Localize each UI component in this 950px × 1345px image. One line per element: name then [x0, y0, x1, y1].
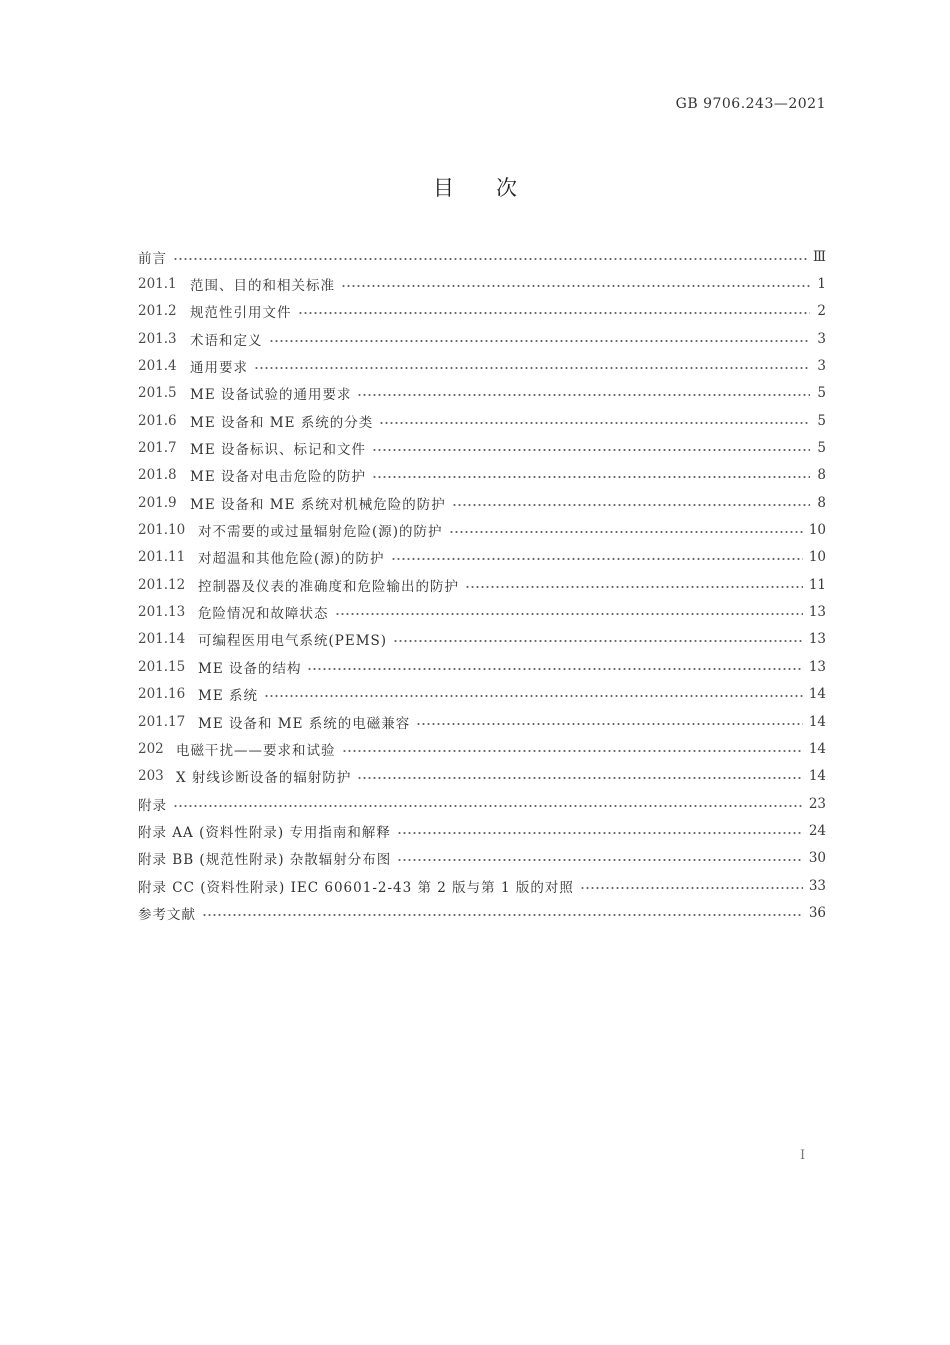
toc-entry-appendix-bb[interactable] — [138, 845, 826, 872]
dot-leader — [269, 340, 811, 342]
toc-entry-201-10[interactable] — [138, 516, 826, 543]
toc-entry-201-6[interactable] — [138, 407, 826, 434]
toc-entry-page: 33 — [808, 877, 826, 894]
toc-entry-201-16[interactable] — [138, 681, 826, 708]
toc-entry-number: 201.15 — [138, 658, 186, 675]
toc-entry-text: 对不需要的或过量辐射危险(源)的防护 — [198, 524, 443, 541]
toc-entry-page: 36 — [808, 904, 826, 921]
toc-entry-appendix-aa[interactable] — [138, 817, 826, 844]
dot-leader — [341, 285, 810, 287]
dot-leader — [357, 394, 810, 396]
toc-entry-preface[interactable] — [138, 243, 826, 270]
toc-entry-page: 30 — [808, 850, 826, 867]
toc-entry-text: ME 设备和 ME 系统对机械危险的防护 — [190, 496, 446, 513]
toc-entry-page: 5 — [817, 440, 826, 457]
dot-leader — [465, 586, 803, 588]
toc-entry-201-1[interactable] — [138, 270, 826, 297]
document-code: GB 9706.243—2021 — [675, 96, 826, 112]
toc-entry-appendix-cc[interactable] — [138, 872, 826, 899]
table-of-contents — [138, 243, 826, 927]
toc-entry-page: 8 — [817, 467, 826, 484]
toc-entry-page: 13 — [808, 604, 826, 621]
dot-leader — [298, 312, 811, 314]
toc-entry-201-17[interactable] — [138, 708, 826, 735]
toc-entry-text: 附录 CC (资料性附录) IEC 60601-2-43 第 2 版与第 1 版的对照 — [138, 879, 574, 896]
toc-entry-text: 控制器及仪表的准确度和危险输出的防护 — [198, 578, 459, 595]
dot-leader — [173, 805, 803, 807]
toc-entry-number: 201.4 — [138, 358, 177, 375]
toc-entry-page: 8 — [817, 494, 826, 511]
dot-leader — [173, 258, 807, 260]
toc-entry-page: 14 — [808, 740, 826, 757]
dot-leader — [342, 750, 803, 752]
toc-entry-page: 1 — [817, 276, 826, 293]
toc-entry-201-12[interactable] — [138, 571, 826, 598]
toc-entry-text: 范围、目的和相关标准 — [190, 278, 335, 295]
toc-entry-text: 对超温和其他危险(源)的防护 — [198, 551, 385, 568]
toc-entry-201-4[interactable] — [138, 352, 826, 379]
toc-entry-text: 通用要求 — [190, 360, 248, 377]
toc-entry-201-9[interactable] — [138, 489, 826, 516]
toc-entry-text: 可编程医用电气系统(PEMS) — [198, 633, 388, 650]
toc-entry-number: 201.14 — [138, 631, 186, 648]
toc-entry-text: ME 设备的结构 — [198, 660, 302, 677]
toc-entry-number: 201.13 — [138, 604, 186, 621]
toc-entry-number: 201.8 — [138, 467, 177, 484]
toc-entry-number: 201.9 — [138, 494, 177, 511]
toc-entry-text: 电磁干扰——要求和试验 — [176, 742, 336, 759]
dot-leader — [449, 531, 803, 533]
toc-entry-text: 危险情况和故障状态 — [198, 606, 329, 623]
page-number: I — [800, 1148, 806, 1163]
toc-entry-page: 10 — [808, 549, 826, 566]
toc-entry-page: 24 — [808, 822, 826, 839]
dot-leader — [202, 914, 803, 916]
dot-leader — [357, 777, 802, 779]
toc-entry-page: 13 — [808, 631, 826, 648]
toc-entry-page: 11 — [808, 576, 826, 593]
toc-entry-number: 201.7 — [138, 440, 177, 457]
dot-leader — [379, 422, 810, 424]
toc-entry-number: 201.2 — [138, 303, 177, 320]
dot-leader — [372, 449, 810, 451]
toc-entry-number: 201.12 — [138, 576, 186, 593]
toc-entry-number: 201.5 — [138, 385, 177, 402]
toc-entry-201-13[interactable] — [138, 598, 826, 625]
toc-entry-number: 201.1 — [138, 276, 177, 293]
toc-entry-page: Ⅲ — [812, 248, 826, 265]
toc-entry-number: 201.16 — [138, 686, 186, 703]
page-title: 目次 — [433, 176, 559, 200]
toc-entry-number: 201.3 — [138, 330, 177, 347]
toc-entry-201-11[interactable] — [138, 544, 826, 571]
dot-leader — [264, 695, 803, 697]
toc-entry-page: 2 — [817, 303, 826, 320]
dot-leader — [452, 504, 810, 506]
toc-entry-text: 规范性引用文件 — [190, 305, 292, 322]
toc-entry-text: ME 设备试验的通用要求 — [190, 387, 352, 404]
toc-entry-page: 10 — [808, 522, 826, 539]
toc-entry-text: 参考文献 — [138, 906, 196, 923]
toc-entry-text: ME 设备对电击危险的防护 — [190, 469, 366, 486]
toc-entry-text: ME 设备和 ME 系统的分类 — [190, 414, 374, 431]
dot-leader — [307, 668, 802, 670]
toc-entry-201-15[interactable] — [138, 653, 826, 680]
toc-entry-page: 13 — [808, 658, 826, 675]
toc-entry-text: 附录 BB (规范性附录) 杂散辐射分布图 — [138, 852, 392, 869]
toc-entry-number: 203 — [138, 768, 164, 785]
dot-leader — [393, 640, 803, 642]
toc-entry-page: 5 — [817, 412, 826, 429]
toc-entry-201-8[interactable] — [138, 462, 826, 489]
toc-entry-references[interactable] — [138, 899, 826, 926]
toc-entry-text: ME 系统 — [198, 688, 258, 705]
toc-entry-page: 14 — [808, 768, 826, 785]
toc-entry-text: 前言 — [138, 250, 167, 267]
dot-leader — [391, 558, 803, 560]
toc-entry-text: 附录 AA (资料性附录) 专用指南和解释 — [138, 824, 391, 841]
toc-entry-201-5[interactable] — [138, 380, 826, 407]
toc-entry-201-14[interactable] — [138, 626, 826, 653]
toc-entry-text: 术语和定义 — [190, 332, 263, 349]
toc-entry-203[interactable] — [138, 763, 826, 790]
toc-entry-text: ME 设备标识、标记和文件 — [190, 442, 366, 459]
toc-entry-page: 3 — [817, 358, 826, 375]
toc-entry-page: 23 — [808, 795, 826, 812]
dot-leader — [372, 476, 810, 478]
toc-entry-page: 3 — [817, 330, 826, 347]
toc-entry-text: X 射线诊断设备的辐射防护 — [176, 770, 352, 787]
toc-entry-201-3[interactable] — [138, 325, 826, 352]
toc-entry-page: 14 — [808, 713, 826, 730]
toc-entry-appendix[interactable] — [138, 790, 826, 817]
toc-entry-page: 14 — [808, 686, 826, 703]
dot-leader — [335, 613, 803, 615]
dot-leader — [580, 887, 803, 889]
toc-entry-201-2[interactable] — [138, 298, 826, 325]
toc-entry-number: 201.10 — [138, 522, 186, 539]
dot-leader — [397, 859, 803, 861]
toc-entry-text: 附录 — [138, 797, 167, 814]
toc-entry-number: 201.11 — [138, 549, 186, 566]
dot-leader — [254, 367, 810, 369]
dot-leader — [416, 723, 803, 725]
toc-entry-number: 202 — [138, 740, 164, 757]
toc-entry-201-7[interactable] — [138, 434, 826, 461]
toc-entry-number: 201.6 — [138, 412, 177, 429]
toc-entry-page: 5 — [817, 385, 826, 402]
toc-entry-number: 201.17 — [138, 713, 186, 730]
dot-leader — [397, 832, 803, 834]
toc-entry-text: ME 设备和 ME 系统的电磁兼容 — [198, 715, 411, 732]
toc-entry-202[interactable] — [138, 735, 826, 762]
